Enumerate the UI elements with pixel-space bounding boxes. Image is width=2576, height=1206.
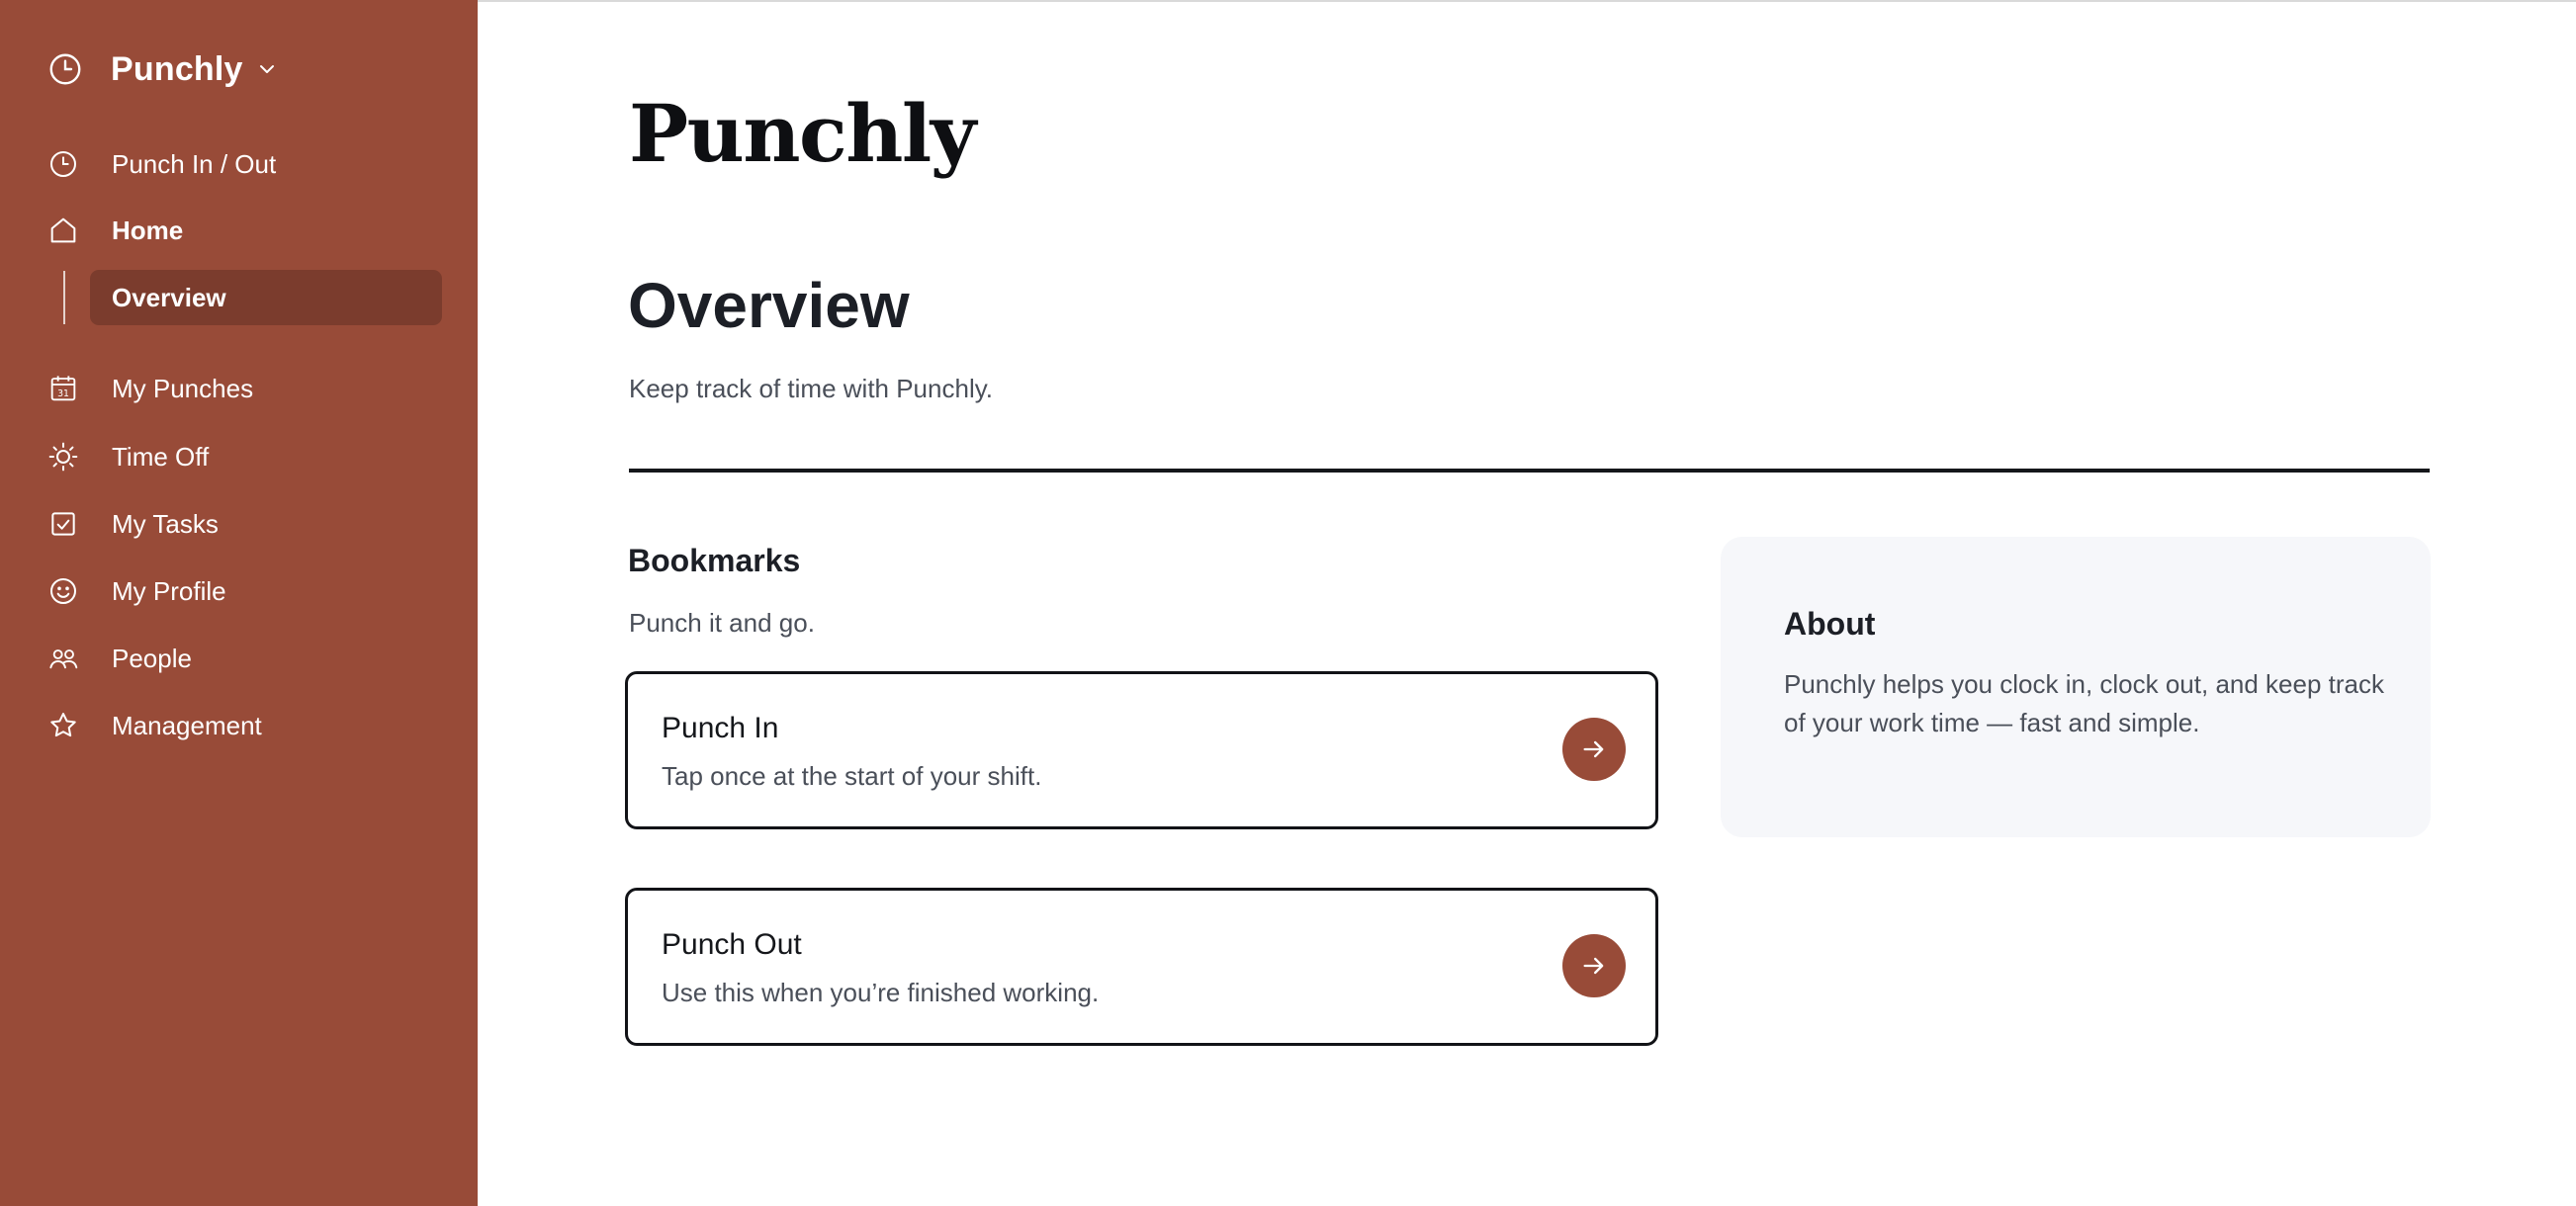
sidebar-subitem-overview[interactable] bbox=[90, 270, 442, 325]
sidebar-item-home[interactable] bbox=[47, 209, 184, 252]
sidebar-subitem-label: Overview bbox=[112, 282, 226, 312]
sidebar-item-management[interactable] bbox=[47, 704, 262, 747]
about-body: Punchly helps you clock in, clock out, and keep track of your work time — fast and simple. bbox=[1784, 669, 2384, 737]
top-border bbox=[478, 0, 2576, 2]
people-icon bbox=[47, 643, 79, 674]
sidebar-item-my-punches[interactable] bbox=[47, 367, 254, 410]
workspace-name: Punchly bbox=[111, 49, 243, 88]
card-title: Punch In bbox=[662, 712, 779, 744]
star-icon bbox=[47, 710, 79, 741]
punch-out-card[interactable] bbox=[625, 888, 1658, 1046]
sidebar-item-label: People bbox=[112, 643, 192, 673]
arrow-right-icon bbox=[1580, 952, 1608, 980]
section-divider bbox=[629, 469, 2430, 473]
smile-icon bbox=[47, 575, 79, 607]
punch-in-go-button[interactable] bbox=[1562, 718, 1626, 781]
about-title: About bbox=[1784, 606, 1876, 642]
sidebar-item-my-tasks[interactable] bbox=[47, 502, 219, 546]
arrow-right-icon bbox=[1580, 735, 1608, 763]
sidebar-item-label: My Punches bbox=[112, 373, 254, 403]
sidebar-item-time-off[interactable] bbox=[47, 435, 210, 478]
sidebar bbox=[0, 0, 478, 1206]
punch-out-go-button[interactable] bbox=[1562, 934, 1626, 997]
clock-icon bbox=[47, 51, 83, 87]
workspace-switcher[interactable] bbox=[47, 47, 279, 91]
sun-icon bbox=[47, 441, 79, 473]
about-panel bbox=[1721, 537, 2431, 837]
card-title: Punch Out bbox=[662, 928, 802, 961]
page-title: Overview bbox=[628, 270, 910, 341]
calendar-icon bbox=[47, 373, 79, 404]
sidebar-item-my-profile[interactable] bbox=[47, 569, 226, 613]
sidebar-item-label: My Tasks bbox=[112, 508, 219, 539]
checkbox-icon bbox=[47, 508, 79, 540]
chevron-down-icon bbox=[255, 57, 279, 81]
bookmarks-title: Bookmarks bbox=[628, 543, 801, 578]
svg-text:31: 31 bbox=[57, 388, 69, 399]
brand-wordmark: Punchly bbox=[629, 87, 975, 180]
subnav-rail bbox=[63, 271, 65, 324]
sidebar-item-label: Management bbox=[112, 710, 262, 740]
sidebar-item-label: My Profile bbox=[112, 575, 226, 606]
page-subtitle: Keep track of time with Punchly. bbox=[629, 374, 994, 403]
bookmarks-subtitle: Punch it and go. bbox=[629, 608, 815, 638]
sidebar-item-label: Punch In / Out bbox=[112, 148, 277, 179]
punch-in-card[interactable] bbox=[625, 671, 1658, 829]
clock-icon bbox=[47, 148, 79, 180]
card-description: Use this when you’re finished working. bbox=[662, 978, 1100, 1007]
sidebar-item-label: Time Off bbox=[112, 441, 210, 472]
sidebar-item-label: Home bbox=[112, 215, 184, 245]
sidebar-item-people[interactable] bbox=[47, 637, 192, 680]
home-icon bbox=[47, 215, 79, 246]
sidebar-item-punch-in-out[interactable] bbox=[47, 142, 277, 186]
card-description: Tap once at the start of your shift. bbox=[662, 761, 1042, 791]
